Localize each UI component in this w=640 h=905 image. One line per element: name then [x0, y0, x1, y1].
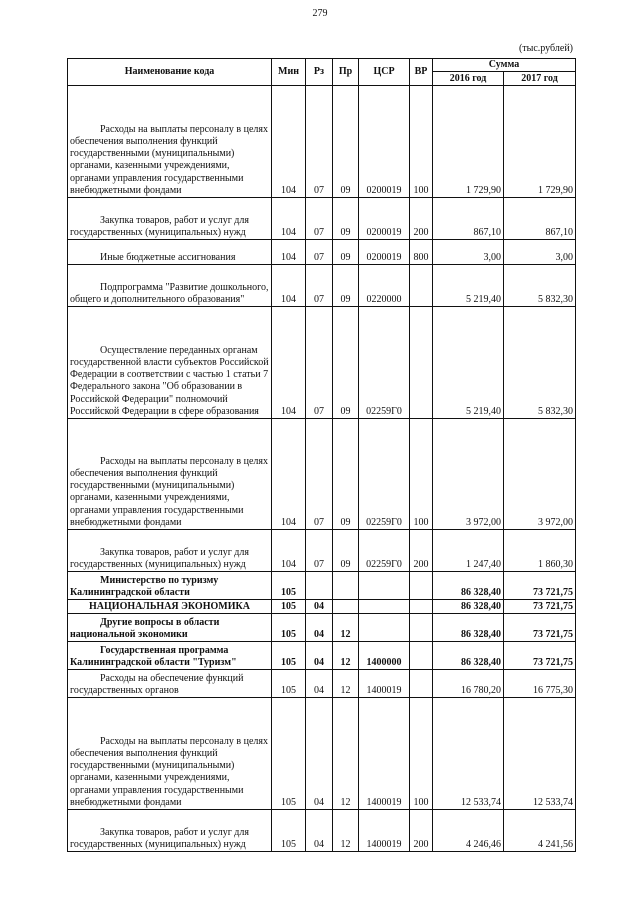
row-csr: 02259Г0 — [359, 419, 410, 530]
page-number: 279 — [312, 8, 328, 19]
row-csr — [359, 614, 410, 642]
row-rz: 04 — [306, 810, 333, 852]
row-2017: 4 241,56 — [504, 810, 576, 852]
row-pr — [333, 572, 359, 600]
row-min: 105 — [272, 600, 306, 614]
row-min: 105 — [272, 698, 306, 810]
row-csr: 1400019 — [359, 810, 410, 852]
row-pr — [333, 600, 359, 614]
table-row — [68, 642, 576, 670]
row-rz: 07 — [306, 307, 333, 419]
row-rz: 04 — [306, 600, 333, 614]
row-vr — [410, 572, 433, 600]
row-2016: 4 246,46 — [433, 810, 504, 852]
row-vr: 100 — [410, 698, 433, 810]
table-row — [68, 419, 576, 530]
row-name: Закупка товаров, работ и услуг для государственных (муниципальных) нужд — [68, 198, 272, 240]
row-vr: 800 — [410, 240, 433, 265]
row-pr: 09 — [333, 198, 359, 240]
header-rz: Рз — [306, 59, 333, 86]
row-2017: 1 729,90 — [504, 86, 576, 198]
row-2016: 16 780,20 — [433, 670, 504, 698]
row-rz: 07 — [306, 265, 333, 307]
row-min: 104 — [272, 307, 306, 419]
table-row — [68, 572, 576, 600]
row-vr: 200 — [410, 198, 433, 240]
row-2017: 16 775,30 — [504, 670, 576, 698]
row-rz — [306, 572, 333, 600]
row-rz: 04 — [306, 670, 333, 698]
row-2016: 12 533,74 — [433, 698, 504, 810]
row-rz: 07 — [306, 530, 333, 572]
row-vr — [410, 265, 433, 307]
row-rz: 07 — [306, 240, 333, 265]
row-pr: 09 — [333, 240, 359, 265]
row-2016: 1 729,90 — [433, 86, 504, 198]
row-min: 105 — [272, 572, 306, 600]
row-min: 104 — [272, 240, 306, 265]
row-name: НАЦИОНАЛЬНАЯ ЭКОНОМИКА — [68, 600, 272, 614]
row-min: 105 — [272, 670, 306, 698]
row-name: Расходы на выплаты персоналу в целях обеспечения выполнения функций государственными (муниципальными) органами, казенными учреждениями, органами управления государственными внебюджетными фондами — [68, 698, 272, 810]
row-pr: 09 — [333, 307, 359, 419]
row-pr: 12 — [333, 642, 359, 670]
row-2017: 1 860,30 — [504, 530, 576, 572]
row-pr: 09 — [333, 86, 359, 198]
row-pr: 12 — [333, 698, 359, 810]
row-2017: 73 721,75 — [504, 642, 576, 670]
row-2017: 73 721,75 — [504, 572, 576, 600]
table-row — [68, 810, 576, 852]
row-vr — [410, 600, 433, 614]
row-2016: 86 328,40 — [433, 614, 504, 642]
row-vr: 100 — [410, 419, 433, 530]
table-row — [68, 240, 576, 265]
row-min: 104 — [272, 265, 306, 307]
row-vr — [410, 642, 433, 670]
row-vr — [410, 670, 433, 698]
row-vr: 200 — [410, 810, 433, 852]
table-row — [68, 307, 576, 419]
budget-table — [67, 58, 576, 852]
row-vr: 200 — [410, 530, 433, 572]
row-csr: 02259Г0 — [359, 530, 410, 572]
row-name: Расходы на выплаты персоналу в целях обеспечения выполнения функций государственными (муниципальными) органами, казенными учреждениями, органами управления государственными внебюджетными фондами — [68, 419, 272, 530]
row-csr: 02259Г0 — [359, 307, 410, 419]
row-2017: 73 721,75 — [504, 600, 576, 614]
table-row — [68, 670, 576, 698]
header-year-2017: 2017 год — [504, 72, 576, 86]
row-2017: 5 832,30 — [504, 265, 576, 307]
row-2016: 1 247,40 — [433, 530, 504, 572]
row-min: 104 — [272, 198, 306, 240]
table-row — [68, 614, 576, 642]
row-pr: 12 — [333, 810, 359, 852]
row-2017: 12 533,74 — [504, 698, 576, 810]
row-name: Государственная программа Калининградской области "Туризм" — [68, 642, 272, 670]
row-2017: 3,00 — [504, 240, 576, 265]
row-rz: 04 — [306, 614, 333, 642]
header-year-2016: 2016 год — [433, 72, 504, 86]
units-label: (тыс.рублей) — [518, 43, 573, 54]
row-2016: 867,10 — [433, 198, 504, 240]
table-row — [68, 530, 576, 572]
header-sum: Сумма — [433, 59, 576, 72]
row-csr: 0200019 — [359, 240, 410, 265]
row-min: 105 — [272, 810, 306, 852]
row-min: 104 — [272, 419, 306, 530]
row-csr: 0220000 — [359, 265, 410, 307]
row-2016: 86 328,40 — [433, 642, 504, 670]
row-csr: 1400019 — [359, 670, 410, 698]
row-csr: 1400000 — [359, 642, 410, 670]
row-name: Подпрограмма "Развитие дошкольного, общего и дополнительного образования" — [68, 265, 272, 307]
row-rz: 04 — [306, 642, 333, 670]
header-pr: Пр — [333, 59, 359, 86]
row-2016: 3,00 — [433, 240, 504, 265]
row-min: 104 — [272, 86, 306, 198]
row-name: Иные бюджетные ассигнования — [68, 240, 272, 265]
row-csr: 1400019 — [359, 698, 410, 810]
row-vr: 100 — [410, 86, 433, 198]
header-csr: ЦСР — [359, 59, 410, 86]
row-rz: 07 — [306, 419, 333, 530]
row-rz: 04 — [306, 698, 333, 810]
table-row — [68, 698, 576, 810]
row-2016: 5 219,40 — [433, 265, 504, 307]
row-2017: 5 832,30 — [504, 307, 576, 419]
row-rz: 07 — [306, 198, 333, 240]
row-csr: 0200019 — [359, 86, 410, 198]
row-pr: 09 — [333, 265, 359, 307]
row-2017: 867,10 — [504, 198, 576, 240]
header-vr: ВР — [410, 59, 433, 86]
row-min: 105 — [272, 642, 306, 670]
row-pr: 12 — [333, 670, 359, 698]
row-pr: 09 — [333, 419, 359, 530]
row-name: Закупка товаров, работ и услуг для государственных (муниципальных) нужд — [68, 530, 272, 572]
row-csr — [359, 572, 410, 600]
row-2017: 73 721,75 — [504, 614, 576, 642]
row-2016: 86 328,40 — [433, 600, 504, 614]
row-pr: 09 — [333, 530, 359, 572]
row-name: Другие вопросы в области национальной экономики — [68, 614, 272, 642]
table-row — [68, 600, 576, 614]
row-2016: 5 219,40 — [433, 307, 504, 419]
row-name: Расходы на обеспечение функций государственных органов — [68, 670, 272, 698]
row-vr — [410, 614, 433, 642]
row-csr — [359, 600, 410, 614]
table-row — [68, 265, 576, 307]
row-2016: 3 972,00 — [433, 419, 504, 530]
row-min: 104 — [272, 530, 306, 572]
row-name: Расходы на выплаты персоналу в целях обеспечения выполнения функций государственными (муниципальными) органами, казенными учреждениями, органами управления государственными внебюджетными фондами — [68, 86, 272, 198]
row-csr: 0200019 — [359, 198, 410, 240]
row-name: Осуществление переданных органам государственной власти субъектов Российской Федерации в соответствии с частью 1 статьи 7 Федерального закона "Об образовании в Российской Федерации" полномочий Российской Федерации в сфере образования — [68, 307, 272, 419]
row-2017: 3 972,00 — [504, 419, 576, 530]
header-name: Наименование кода — [68, 59, 272, 86]
row-vr — [410, 307, 433, 419]
row-name: Закупка товаров, работ и услуг для государственных (муниципальных) нужд — [68, 810, 272, 852]
row-2016: 86 328,40 — [433, 572, 504, 600]
row-rz: 07 — [306, 86, 333, 198]
table-row — [68, 86, 576, 198]
row-pr: 12 — [333, 614, 359, 642]
header-min: Мин — [272, 59, 306, 86]
row-min: 105 — [272, 614, 306, 642]
table-row — [68, 198, 576, 240]
row-name: Министерство по туризму Калининградской области — [68, 572, 272, 600]
